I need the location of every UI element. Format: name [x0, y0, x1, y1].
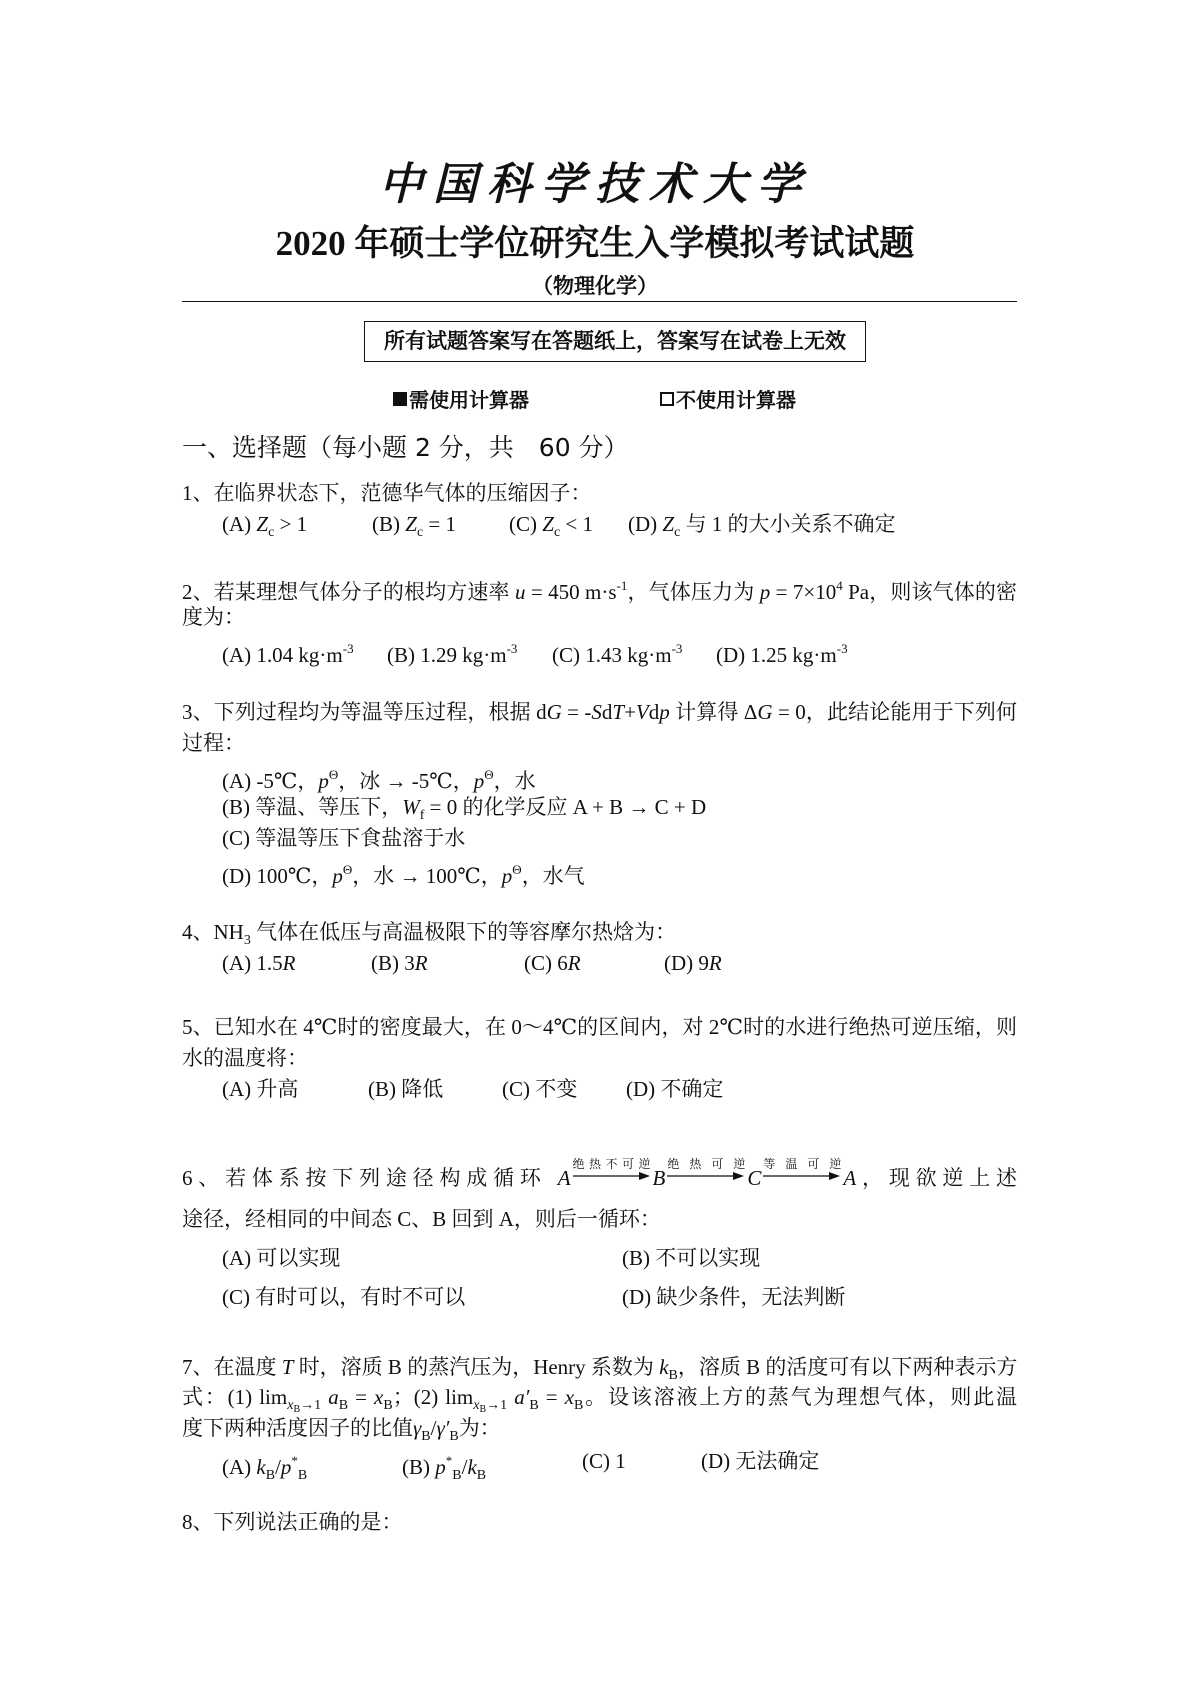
header-divider	[182, 301, 1017, 302]
text-segment: = 450 m·s	[525, 580, 617, 604]
math-segment: -1	[616, 578, 628, 593]
math-segment: 4	[836, 578, 843, 593]
text-segment: (B) 3	[371, 951, 415, 975]
text-segment: (A) 可以实现	[222, 1246, 341, 1270]
option	[502, 1076, 577, 1102]
math-segment: B	[421, 1429, 431, 1444]
text-segment: = 0，此结论能用于下列何	[772, 700, 1018, 724]
option	[628, 511, 896, 546]
text-segment: (A) 1.04 kg·m	[222, 643, 343, 667]
arrow-icon	[667, 1171, 745, 1181]
math-segment: B	[652, 1166, 666, 1190]
math-segment: B	[452, 1468, 462, 1483]
math-segment: p	[473, 769, 485, 793]
text-segment: 度下两种活度因子的比值	[182, 1416, 413, 1440]
university-name: 中国科学技术大学	[379, 159, 811, 210]
math-segment: Z	[662, 512, 675, 536]
text-segment: d	[601, 700, 613, 724]
math-segment: c	[268, 525, 275, 540]
text-segment: (A)	[222, 512, 257, 536]
option	[222, 1284, 465, 1310]
math-segment: γ	[413, 1416, 422, 1440]
reaction-arrow	[667, 1159, 745, 1185]
text-segment: ，水气	[521, 864, 585, 888]
text-segment: = -	[561, 700, 592, 724]
text-segment: 为：	[458, 1416, 501, 1440]
math-segment: A	[557, 1166, 571, 1190]
text-segment: 式：(1) lim	[182, 1385, 288, 1409]
math-segment: a	[328, 1385, 339, 1409]
question-8-text	[182, 1509, 403, 1535]
checked-box-icon	[393, 392, 407, 406]
option	[222, 825, 465, 851]
calculator-not-required-label: 不使用计算器	[676, 390, 796, 412]
text-segment: 。设该溶液上方的蒸气为理想气体，则此温	[583, 1385, 1018, 1409]
text-segment: 5、已知水在 4℃时的密度最大，在 0～4℃的区间内，对 2℃时的水进行绝热可逆压缩，则	[182, 1015, 1017, 1039]
math-segment: B	[338, 1398, 349, 1413]
math-segment: u	[515, 580, 526, 604]
text-segment: 过程：	[182, 731, 245, 755]
math-segment: R	[414, 951, 428, 975]
text-segment: 度为：	[182, 605, 245, 629]
option	[701, 1448, 819, 1474]
text-segment: 7、在温度	[182, 1355, 282, 1379]
text-segment: (C) 等温等压下食盐溶于水	[222, 826, 466, 850]
text-segment: (B)	[372, 512, 406, 536]
unchecked-box-icon	[660, 392, 674, 406]
question-2-text	[182, 573, 1017, 605]
text-segment: = 7×10	[770, 580, 837, 604]
text-segment: 6、若体系按下列途径构成循环	[182, 1166, 558, 1190]
math-segment: W	[402, 795, 420, 819]
text-segment: ，冰 → -5℃，	[338, 769, 474, 793]
text-segment: (B) 降低	[368, 1077, 444, 1101]
text-segment: (B) 1.29 kg·m	[387, 643, 507, 667]
text-segment: 3、下列过程均为等温等压过程，根据 d	[182, 700, 547, 724]
option	[222, 1245, 340, 1271]
text-segment: < 1	[560, 512, 593, 536]
math-segment: Θ	[484, 767, 494, 782]
calculator-required-option	[393, 384, 529, 413]
arrow-label: 等温可逆	[763, 1157, 842, 1171]
text-segment: (C) 6	[524, 951, 568, 975]
arrow-icon	[573, 1171, 651, 1181]
math-segment: k	[467, 1455, 477, 1479]
math-segment: B	[265, 1468, 276, 1483]
text-segment: (C) 有时可以，有时不可以	[222, 1285, 466, 1309]
math-segment: p	[501, 864, 513, 888]
math-segment: a′	[514, 1385, 530, 1409]
math-segment: x	[564, 1385, 575, 1409]
text-segment: 水的温度将：	[182, 1046, 308, 1070]
math-segment: p	[332, 864, 343, 888]
text-segment: /	[430, 1416, 437, 1440]
text-segment: (B) 不可以实现	[622, 1246, 761, 1270]
math-segment: *	[291, 1453, 298, 1468]
math-segment: T	[281, 1355, 294, 1379]
text-segment: (D) 缺少条件，无法判断	[622, 1285, 846, 1309]
math-segment: x	[374, 1385, 384, 1409]
text-segment: =	[538, 1385, 565, 1409]
math-segment: S	[591, 700, 602, 724]
question-6-text	[182, 1159, 1017, 1191]
math-segment: c	[416, 525, 424, 540]
text-segment: (C) 1.43 kg·m	[552, 643, 672, 667]
text-segment: = 0 的化学反应 A + B → C + D	[424, 795, 707, 819]
text-segment: 气体在低压与高温极限下的等容摩尔热焓为：	[250, 920, 677, 944]
text-segment: 与 1 的大小关系不确定	[680, 512, 896, 536]
question-4-text	[182, 919, 676, 954]
question-7-text-cont2	[182, 1415, 501, 1450]
text-segment: ，溶质 B 的活度可有以下两种表示方	[677, 1355, 1018, 1379]
text-segment: +	[624, 700, 636, 724]
text-segment: (B)	[402, 1455, 436, 1479]
text-segment: ，水 → 100℃，	[352, 864, 502, 888]
text-segment: 时，溶质 B 的蒸汽压为，Henry 系数为	[293, 1355, 660, 1379]
math-segment: -3	[342, 641, 354, 656]
text-segment: /	[461, 1455, 468, 1479]
math-segment: B	[476, 1468, 487, 1483]
math-segment: p	[435, 1455, 446, 1479]
text-segment: 8、下列说法正确的是：	[182, 1510, 403, 1534]
math-segment: c	[674, 525, 681, 540]
option	[582, 1448, 626, 1474]
math-segment: Θ	[512, 862, 522, 877]
math-segment: B	[574, 1398, 584, 1413]
exam-title: 2020 年硕士学位研究生入学模拟考试试题	[275, 224, 915, 263]
text-segment: > 1	[274, 512, 308, 536]
option	[371, 950, 428, 976]
math-segment: B	[668, 1368, 678, 1383]
option	[222, 636, 354, 668]
option	[222, 511, 307, 546]
option	[626, 1076, 723, 1102]
math-segment: →1	[300, 1398, 322, 1413]
text-segment: 1、在临界状态下，范德华气体的压缩因子：	[182, 481, 592, 505]
option	[716, 636, 848, 668]
math-segment: p	[659, 700, 670, 724]
text-segment: (D)	[628, 512, 663, 536]
question-2-text-cont	[182, 604, 245, 630]
arrow-label: 绝热不可逆	[572, 1157, 651, 1171]
math-segment: Θ	[342, 862, 353, 877]
option	[622, 1284, 845, 1310]
question-3-text-cont	[182, 730, 245, 756]
math-segment: R	[282, 951, 296, 975]
arrow-label: 绝热可逆	[667, 1157, 746, 1171]
math-segment: B	[529, 1398, 539, 1413]
text-segment: (C)	[509, 512, 543, 536]
text-segment: ，现欲逆上述	[856, 1166, 1018, 1190]
math-segment: B	[449, 1429, 459, 1444]
option	[222, 857, 585, 889]
math-segment: Z	[542, 512, 554, 536]
math-segment: Z	[405, 512, 417, 536]
option	[222, 950, 295, 976]
math-segment: B	[297, 1468, 308, 1483]
arrow-icon	[763, 1171, 841, 1181]
calculator-required-label: 需使用计算器	[409, 390, 529, 412]
math-segment: A	[843, 1166, 857, 1190]
text-segment: ；(2) lim	[392, 1385, 474, 1409]
text-segment: Pa，则该气体的密	[842, 580, 1018, 604]
option	[664, 950, 722, 976]
option	[524, 950, 581, 976]
option	[368, 1076, 443, 1102]
math-segment: →1	[486, 1398, 508, 1413]
math-segment: R	[708, 951, 722, 975]
text-segment: 计算得 Δ	[669, 700, 758, 724]
text-segment: (B) 等温、等压下，	[222, 795, 403, 819]
text-segment: d	[648, 700, 660, 724]
option	[622, 1245, 760, 1271]
reaction-arrow	[763, 1159, 841, 1185]
math-segment: f	[419, 808, 425, 823]
math-segment: V	[635, 700, 649, 724]
math-segment: C	[747, 1166, 762, 1190]
text-segment: 2、若某理想气体分子的根均方速率	[182, 580, 516, 604]
math-segment: -3	[836, 641, 848, 656]
math-segment: p	[759, 580, 771, 604]
math-segment: k	[659, 1355, 669, 1379]
section-heading: 一、选择题（每小题 2 分，共 60 分）	[182, 433, 629, 462]
option	[222, 762, 536, 794]
reaction-arrow	[573, 1159, 651, 1185]
question-5-text	[182, 1014, 1017, 1040]
math-segment: B	[293, 1404, 301, 1415]
math-segment: 3	[243, 933, 251, 948]
math-segment: -3	[506, 641, 518, 656]
option	[222, 794, 706, 829]
text-segment: (A)	[222, 1455, 257, 1479]
math-segment: p	[280, 1455, 292, 1479]
math-segment: Z	[256, 512, 269, 536]
math-segment: R	[567, 951, 581, 975]
math-segment: *	[445, 1453, 453, 1468]
text-segment: 途径，经相同的中间态 C、B 回到 A，则后一循环：	[182, 1207, 661, 1231]
text-segment: =	[348, 1385, 375, 1409]
text-segment: ，水	[493, 769, 536, 793]
option	[372, 511, 456, 546]
math-segment: p	[318, 769, 329, 793]
math-segment: B	[383, 1398, 393, 1413]
text-segment: (D) 1.25 kg·m	[716, 643, 837, 667]
text-segment: /	[275, 1455, 281, 1479]
question-1-text	[182, 480, 592, 506]
math-segment: γ′	[436, 1416, 450, 1440]
text-segment: (D) 9	[664, 951, 709, 975]
text-segment: (D) 不确定	[626, 1077, 724, 1101]
text-segment: (C) 不变	[502, 1077, 578, 1101]
math-segment: T	[612, 700, 625, 724]
option	[552, 636, 682, 668]
math-segment: G	[546, 700, 562, 724]
text-segment: (A) -5℃，	[222, 769, 319, 793]
question-3-text	[182, 699, 1017, 725]
option	[509, 511, 593, 546]
math-segment: c	[553, 525, 561, 540]
text-segment: ，气体压力为	[627, 580, 760, 604]
text-segment: (C) 1	[582, 1449, 626, 1473]
math-segment: x	[473, 1398, 480, 1413]
question-5-text-cont	[182, 1045, 308, 1071]
math-segment: -3	[671, 641, 683, 656]
question-6-text-cont	[182, 1206, 661, 1232]
option	[222, 1448, 307, 1489]
math-segment: k	[256, 1455, 266, 1479]
calculator-not-required-option	[660, 384, 796, 413]
exam-subject: （物理化学）	[532, 274, 658, 298]
option	[222, 1076, 298, 1102]
text-segment: = 1	[423, 512, 456, 536]
math-segment: G	[757, 700, 773, 724]
text-segment: (A) 升高	[222, 1077, 299, 1101]
option	[402, 1448, 486, 1489]
math-segment: x	[287, 1398, 294, 1413]
text-segment: 4、NH	[182, 920, 244, 944]
option	[387, 636, 517, 668]
text-segment: (A) 1.5	[222, 951, 283, 975]
math-segment: Θ	[328, 767, 339, 782]
answer-notice-box: 所有试题答案写在答题纸上，答案写在试卷上无效	[364, 321, 866, 362]
text-segment: (D) 100℃，	[222, 864, 333, 888]
math-segment: B	[479, 1404, 487, 1415]
text-segment: (D) 无法确定	[701, 1449, 820, 1473]
